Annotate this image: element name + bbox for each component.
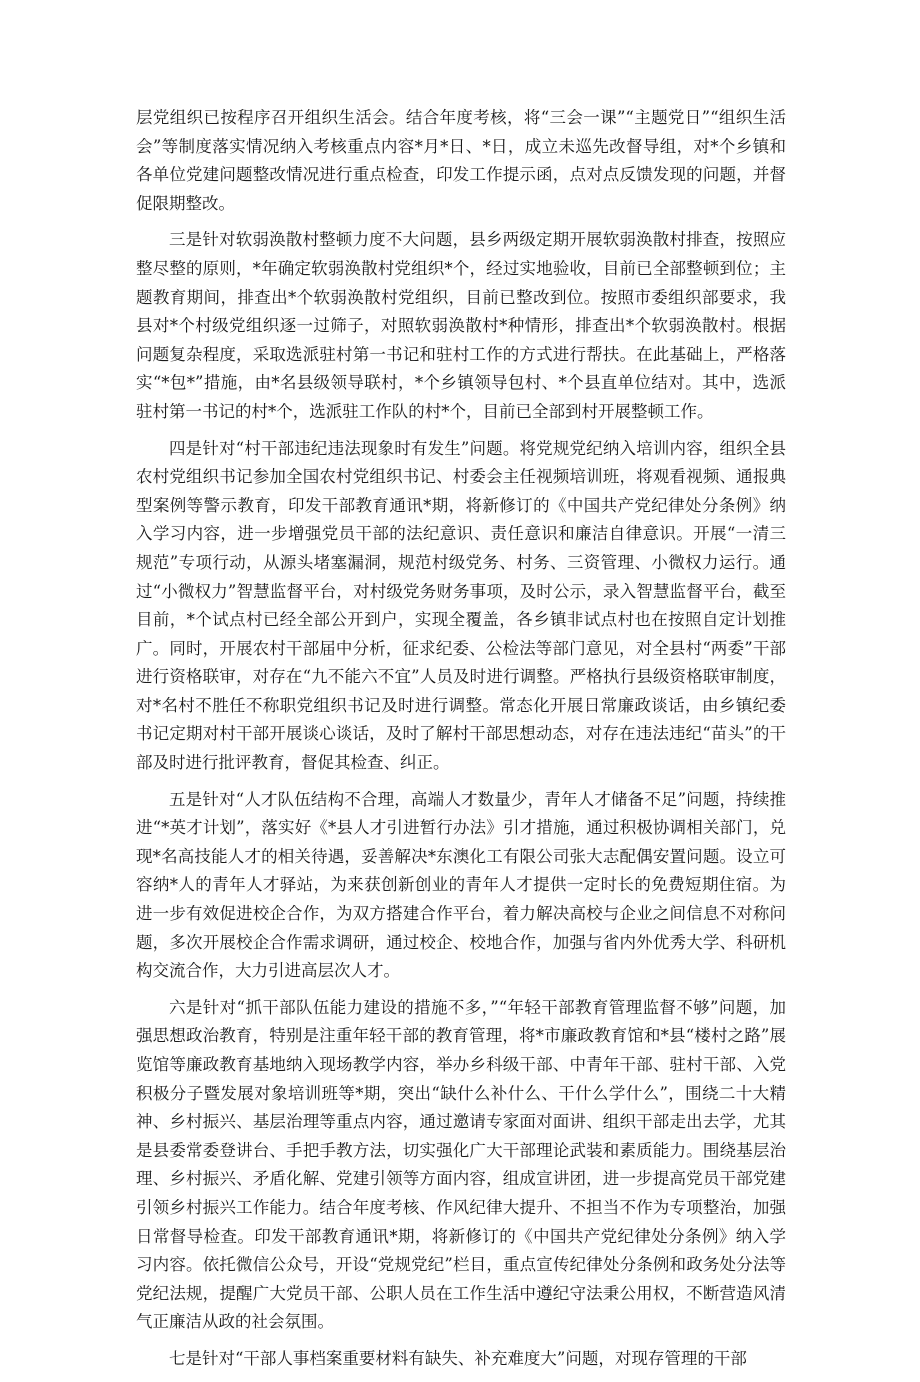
paragraph-talent-structure: 五是针对“人才队伍结构不合理，高端人才数量少，青年人才储备不足”问题，持续推进“*英才计划”，落实好《*县人才引进暂行办法》引才措施，通过积极协调相关部门，兑现*名高技能人才的相关待遇，妥善解决*东澳化工有限公司张大志配偶安置问题。设立可容纳*人的青年人才驿站，为来获创新创业的青年人才提供一定时长的免费短期住宿。为进一步有效促进校企合作，为双方搭建合作平台，着力解决高校与企业之间信息不对称问题，多次开展校企合作需求调研，通过校企、校地合作，加强与省内外优秀大学、科研机构交流合作，大力引进高层次人才。 [136,789,786,981]
document-page [136,104,786,1382]
paragraph-soft-village-rectification: 三是针对软弱涣散村整顿力度不大问题，县乡两级定期开展软弱涣散村排查，按照应整尽整的原则，*年确定软弱涣散村党组织*个，经过实地验收，目前已全部整顿到位；主题教育期间，排查出*个软弱涣散村党组织，目前已整改到位。按照市委组织部要求，我县对*个村级党组织逐一过筛子，对照软弱涣散村*种情形，排查出*个软弱涣散村。根据问题复杂程度，采取选派驻村第一书记和驻村工作的方式进行帮扶。在此基础上，严格落实“*包*”措施，由*名县级领导联村，*个乡镇领导包村、*个县直单位结对。其中，选派驻村第一书记的村*个，选派驻工作队的村*个，目前已全部到村开展整顿工作。 [136,230,786,421]
paragraph-cadre-capacity: 六是针对“抓干部队伍能力建设的措施不多，”“年轻干部教育管理监督不够”问题，加强思想政治教育，特别是注重年轻干部的教育管理，将*市廉政教育馆和*县“楼村之路”展览馆等廉政教育基地纳入现场教学内容，举办乡科级干部、中青年干部、驻村干部、入党积极分子暨发展对象培训班等*期，突出“缺什么补什么、干什么学什么”，围绕二十大精神、乡村振兴、基层治理等重点内容，通过邀请专家面对面讲、组织干部走出去学，尤其是县委常委登讲台、手把手教方法，切实强化广大干部理论武装和素质能力。围绕基层治理、乡村振兴、矛盾化解、党建引领等方面内容，组成宣讲团，进一步提高党员干部党建引领乡村振兴工作能力。结合年度考核、作风纪律大提升、不担当不作为专项整治，加强日常督导检查。印发干部教育通讯*期，将新修订的《中国共产党纪律处分条例》纳入学习内容。依托微信公众号，开设“党规党纪”栏目，重点宣传纪律处分条例和政务处分法等党纪法规，提醒广大党员干部、公职人员在工作生活中遵纪守法秉公用权，不断营造风清气正廉洁从政的社会氛围。 [136,997,786,1332]
paragraph-continuation: 层党组织已按程序召开组织生活会。结合年度考核，将“三会一课”“主题党日”“组织生活会”等制度落实情况纳入考核重点内容*月*日、*日，成立未巡先改督导组，对*个乡镇和各单位党建问题整改情况进行重点检查，印发工作提示函，点对点反馈发现的问题，并督促限期整改。 [136,108,786,213]
paragraph-personnel-archives: 七是针对“干部人事档案重要材料有缺失、补充难度大”问题，对现存管理的干部 [169,1348,747,1368]
paragraph-village-cadre-discipline: 四是针对“村干部违纪违法现象时有发生”问题。将党规党纪纳入培训内容，组织全县农村党组织书记参加全国农村党组织书记、村委会主任视频培训班，将观看视频、通报典型案例等警示教育，印发干部教育通讯*期，将新修订的《中国共产党纪律处分条例》纳入学习内容，进一步增强党员干部的法纪意识、责任意识和廉洁自律意识。开展“一清三规范”专项行动，从源头堵塞漏洞，规范村级党务、村务、三资管理、小微权力运行。通过“小微权力”智慧监督平台，对村级党务财务事项，及时公示，录入智慧监督平台，截至目前，*个试点村已经全部公开到户，实现全覆盖，各乡镇非试点村也在按照自定计划推广。同时，开展农村干部届中分析，征求纪委、公检法等部门意见，对全县村“两委”干部进行资格联审，对存在“九不能六不宜”人员及时进行调整。严格执行县级资格联审制度，对*名村不胜任不称职党组织书记及时进行调整。常态化开展日常廉政谈话，由乡镇纪委书记定期对村干部开展谈心谈话，及时了解村干部思想动态，对存在违法违纪“苗头”的干部及时进行批评教育，督促其检查、纠正。 [136,438,786,773]
